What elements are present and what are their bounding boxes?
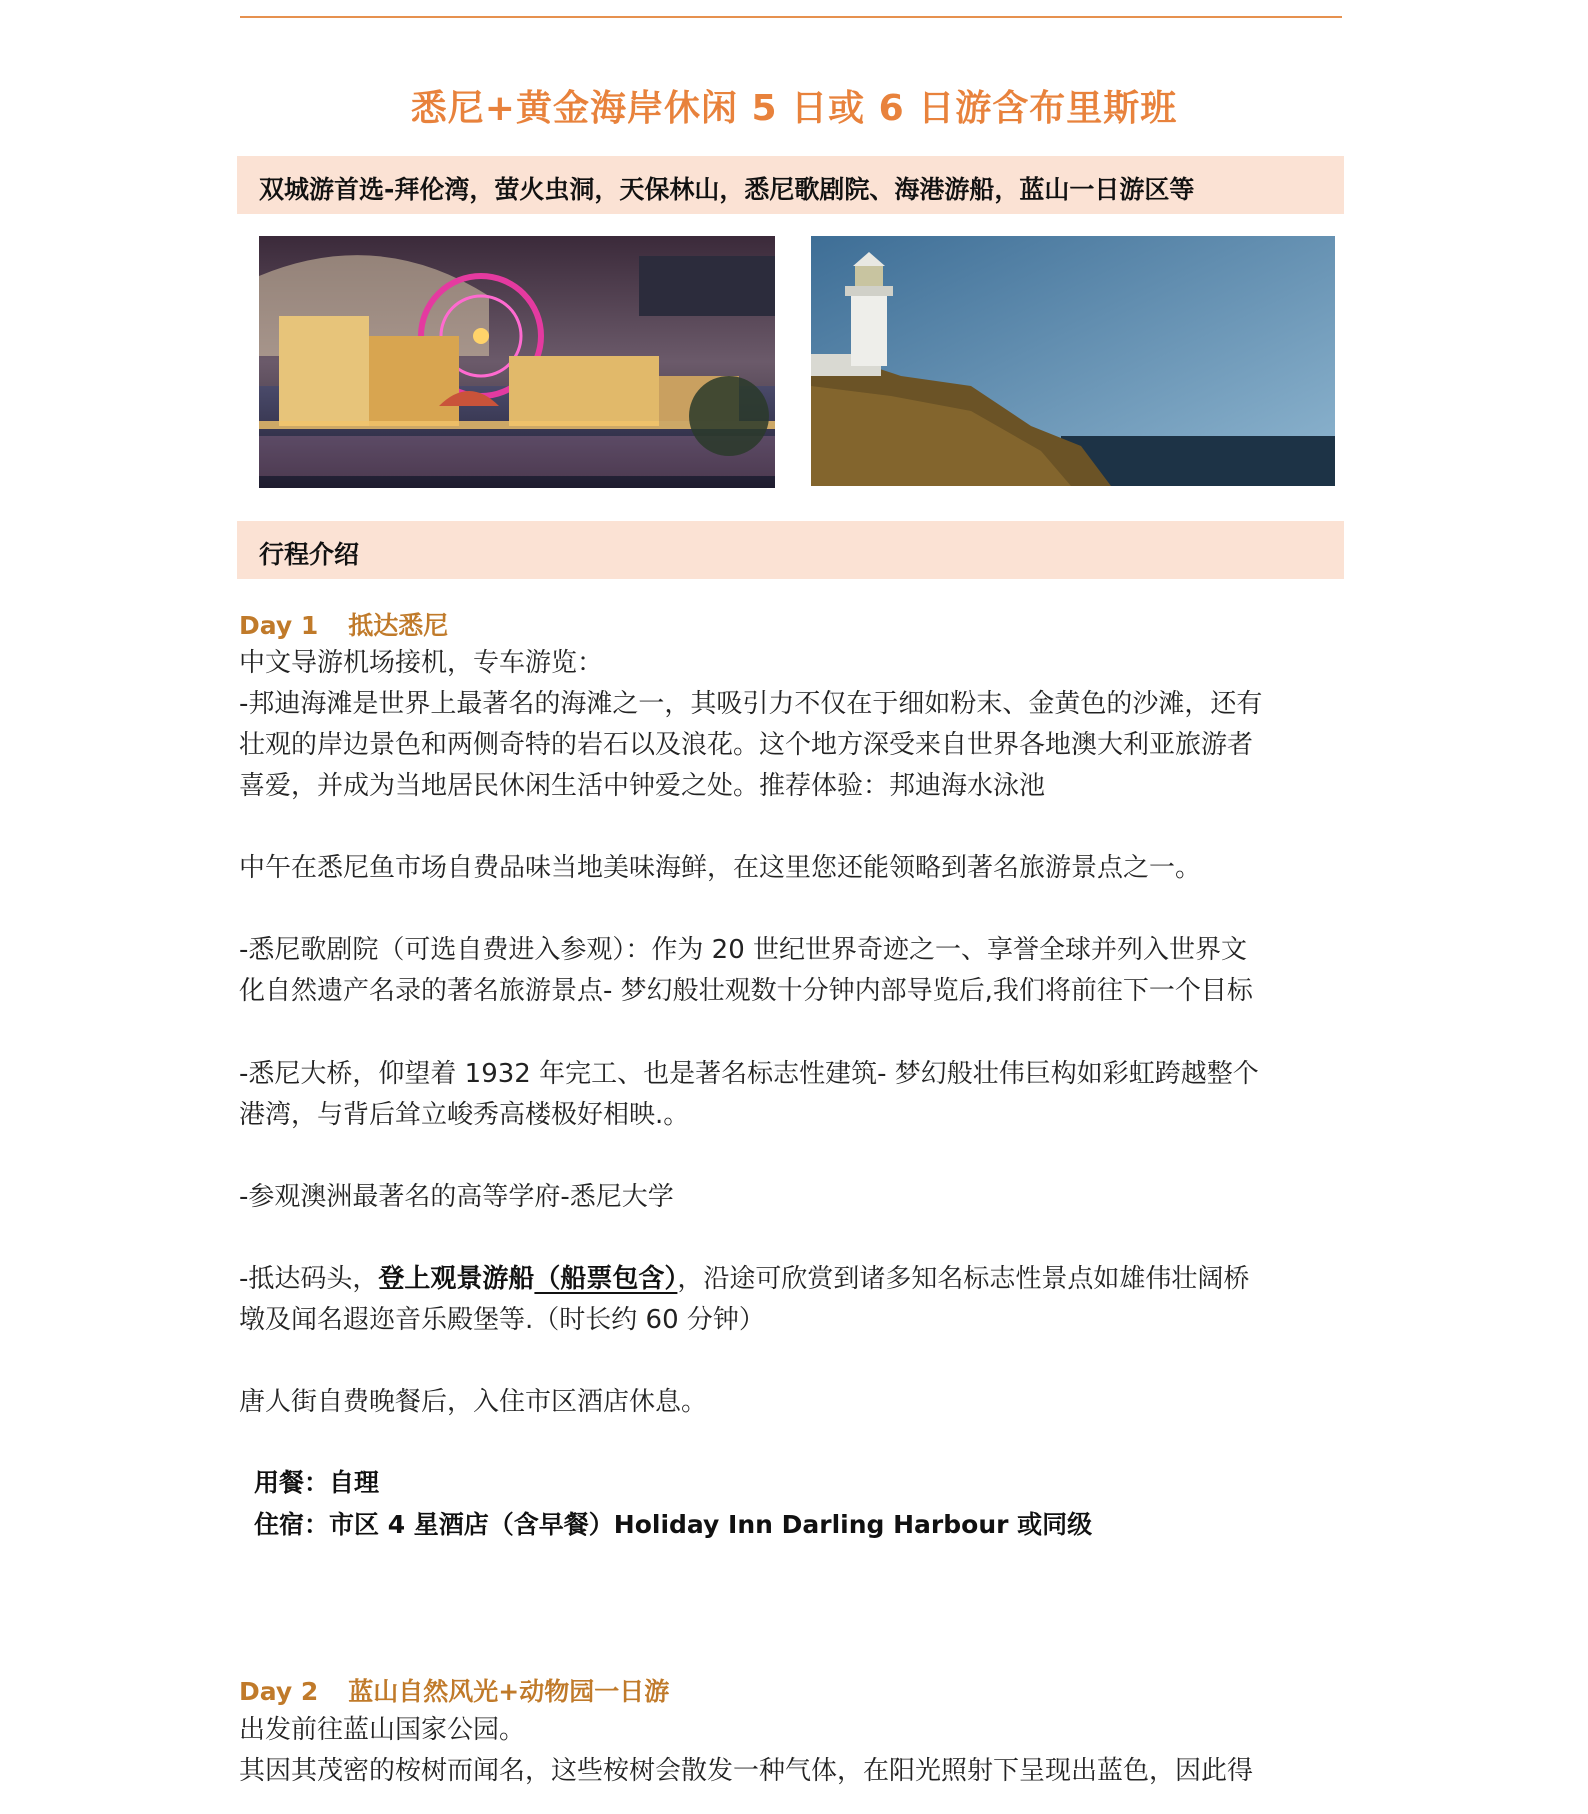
subtitle-banner <box>237 156 1344 214</box>
day2-paragraph: 出发前往蓝山国家公园。 <box>239 1715 526 1745</box>
hotel-info: 住宿：市区 4 星酒店（含早餐）Holiday Inn Darling Harbour 或同级 <box>254 1510 1093 1539</box>
day1-paragraph-cruise <box>239 1259 1349 1300</box>
day1-paragraph: 唐人街自费晚餐后，入住市区酒店休息。 <box>239 1387 708 1417</box>
day1-paragraph: 港湾，与背后耸立峻秀高楼极好相映.。 <box>239 1100 690 1130</box>
day1-paragraph: -邦迪海滩是世界上最著名的海滩之一，其吸引力不仅在于细如粉末、金黄色的沙滩，还有 <box>239 689 1263 719</box>
day1-paragraph: -悉尼大桥，仰望着 1932 年完工、也是著名标志性建筑- 梦幻般壮伟巨构如彩虹跨越整个 <box>239 1059 1259 1089</box>
top-divider <box>240 16 1342 18</box>
day2-paragraph: 其因其茂密的桉树而闻名，这些桉树会散发一种气体，在阳光照射下呈现出蓝色，因此得 <box>239 1756 1254 1786</box>
day2-heading <box>239 1672 669 1708</box>
day1-paragraph: 喜爱，并成为当地居民休闲生活中钟爱之处。推荐体验：邦迪海水泳池 <box>239 771 1046 801</box>
cruise-highlight: 登上观景游船 <box>378 1264 535 1294</box>
cruise-rest: ，沿途可欣赏到诸多知名标志性景点如雄伟壮阔桥 <box>677 1264 1250 1294</box>
day1-paragraph: -悉尼歌剧院（可选自费进入参观）：作为 20 世纪世界奇迹之一、享誉全球并列入世界文 <box>239 935 1247 965</box>
day1-paragraph: -参观澳洲最著名的高等学府-悉尼大学 <box>239 1182 674 1212</box>
lighthouse-photo <box>811 236 1335 486</box>
day1-title: 抵达悉尼 <box>348 611 449 640</box>
section-banner <box>237 521 1344 579</box>
luna-park-photo <box>259 236 775 488</box>
day2-label: Day 2 <box>239 1677 319 1706</box>
day1-label: Day 1 <box>239 611 319 640</box>
day1-heading <box>239 606 448 642</box>
section-heading: 行程介绍 <box>259 540 360 569</box>
day1-paragraph: 化自然遗产名录的著名旅游景点- 梦幻般壮观数十分钟内部导览后,我们将前往下一个目标 <box>239 976 1253 1006</box>
ticket-included: （船票包含） <box>534 1264 678 1294</box>
page-title: 悉尼+黄金海岸休闲 5 日或 6 日游含布里斯班 <box>410 88 1178 129</box>
day1-paragraph: 中文导游机场接机，专车游览： <box>239 648 604 678</box>
meals-info: 用餐：自理 <box>254 1468 380 1497</box>
day2-title: 蓝山自然风光+动物园一日游 <box>348 1677 670 1706</box>
subtitle-text: 双城游首选-拜伦湾，萤火虫洞，天保林山，悉尼歌剧院、海港游船，蓝山一日游区等 <box>259 175 1195 204</box>
day1-paragraph: 中午在悉尼鱼市场自费品味当地美味海鲜，在这里您还能领略到著名旅游景点之一。 <box>239 853 1202 883</box>
day1-paragraph: 墩及闻名遐迩音乐殿堡等.（时长约 60 分钟） <box>239 1305 765 1335</box>
cruise-prefix: -抵达码头， <box>239 1264 379 1294</box>
day1-paragraph: 壮观的岸边景色和两侧奇特的岩石以及浪花。这个地方深受来自世界各地澳大利亚旅游者 <box>239 730 1254 760</box>
